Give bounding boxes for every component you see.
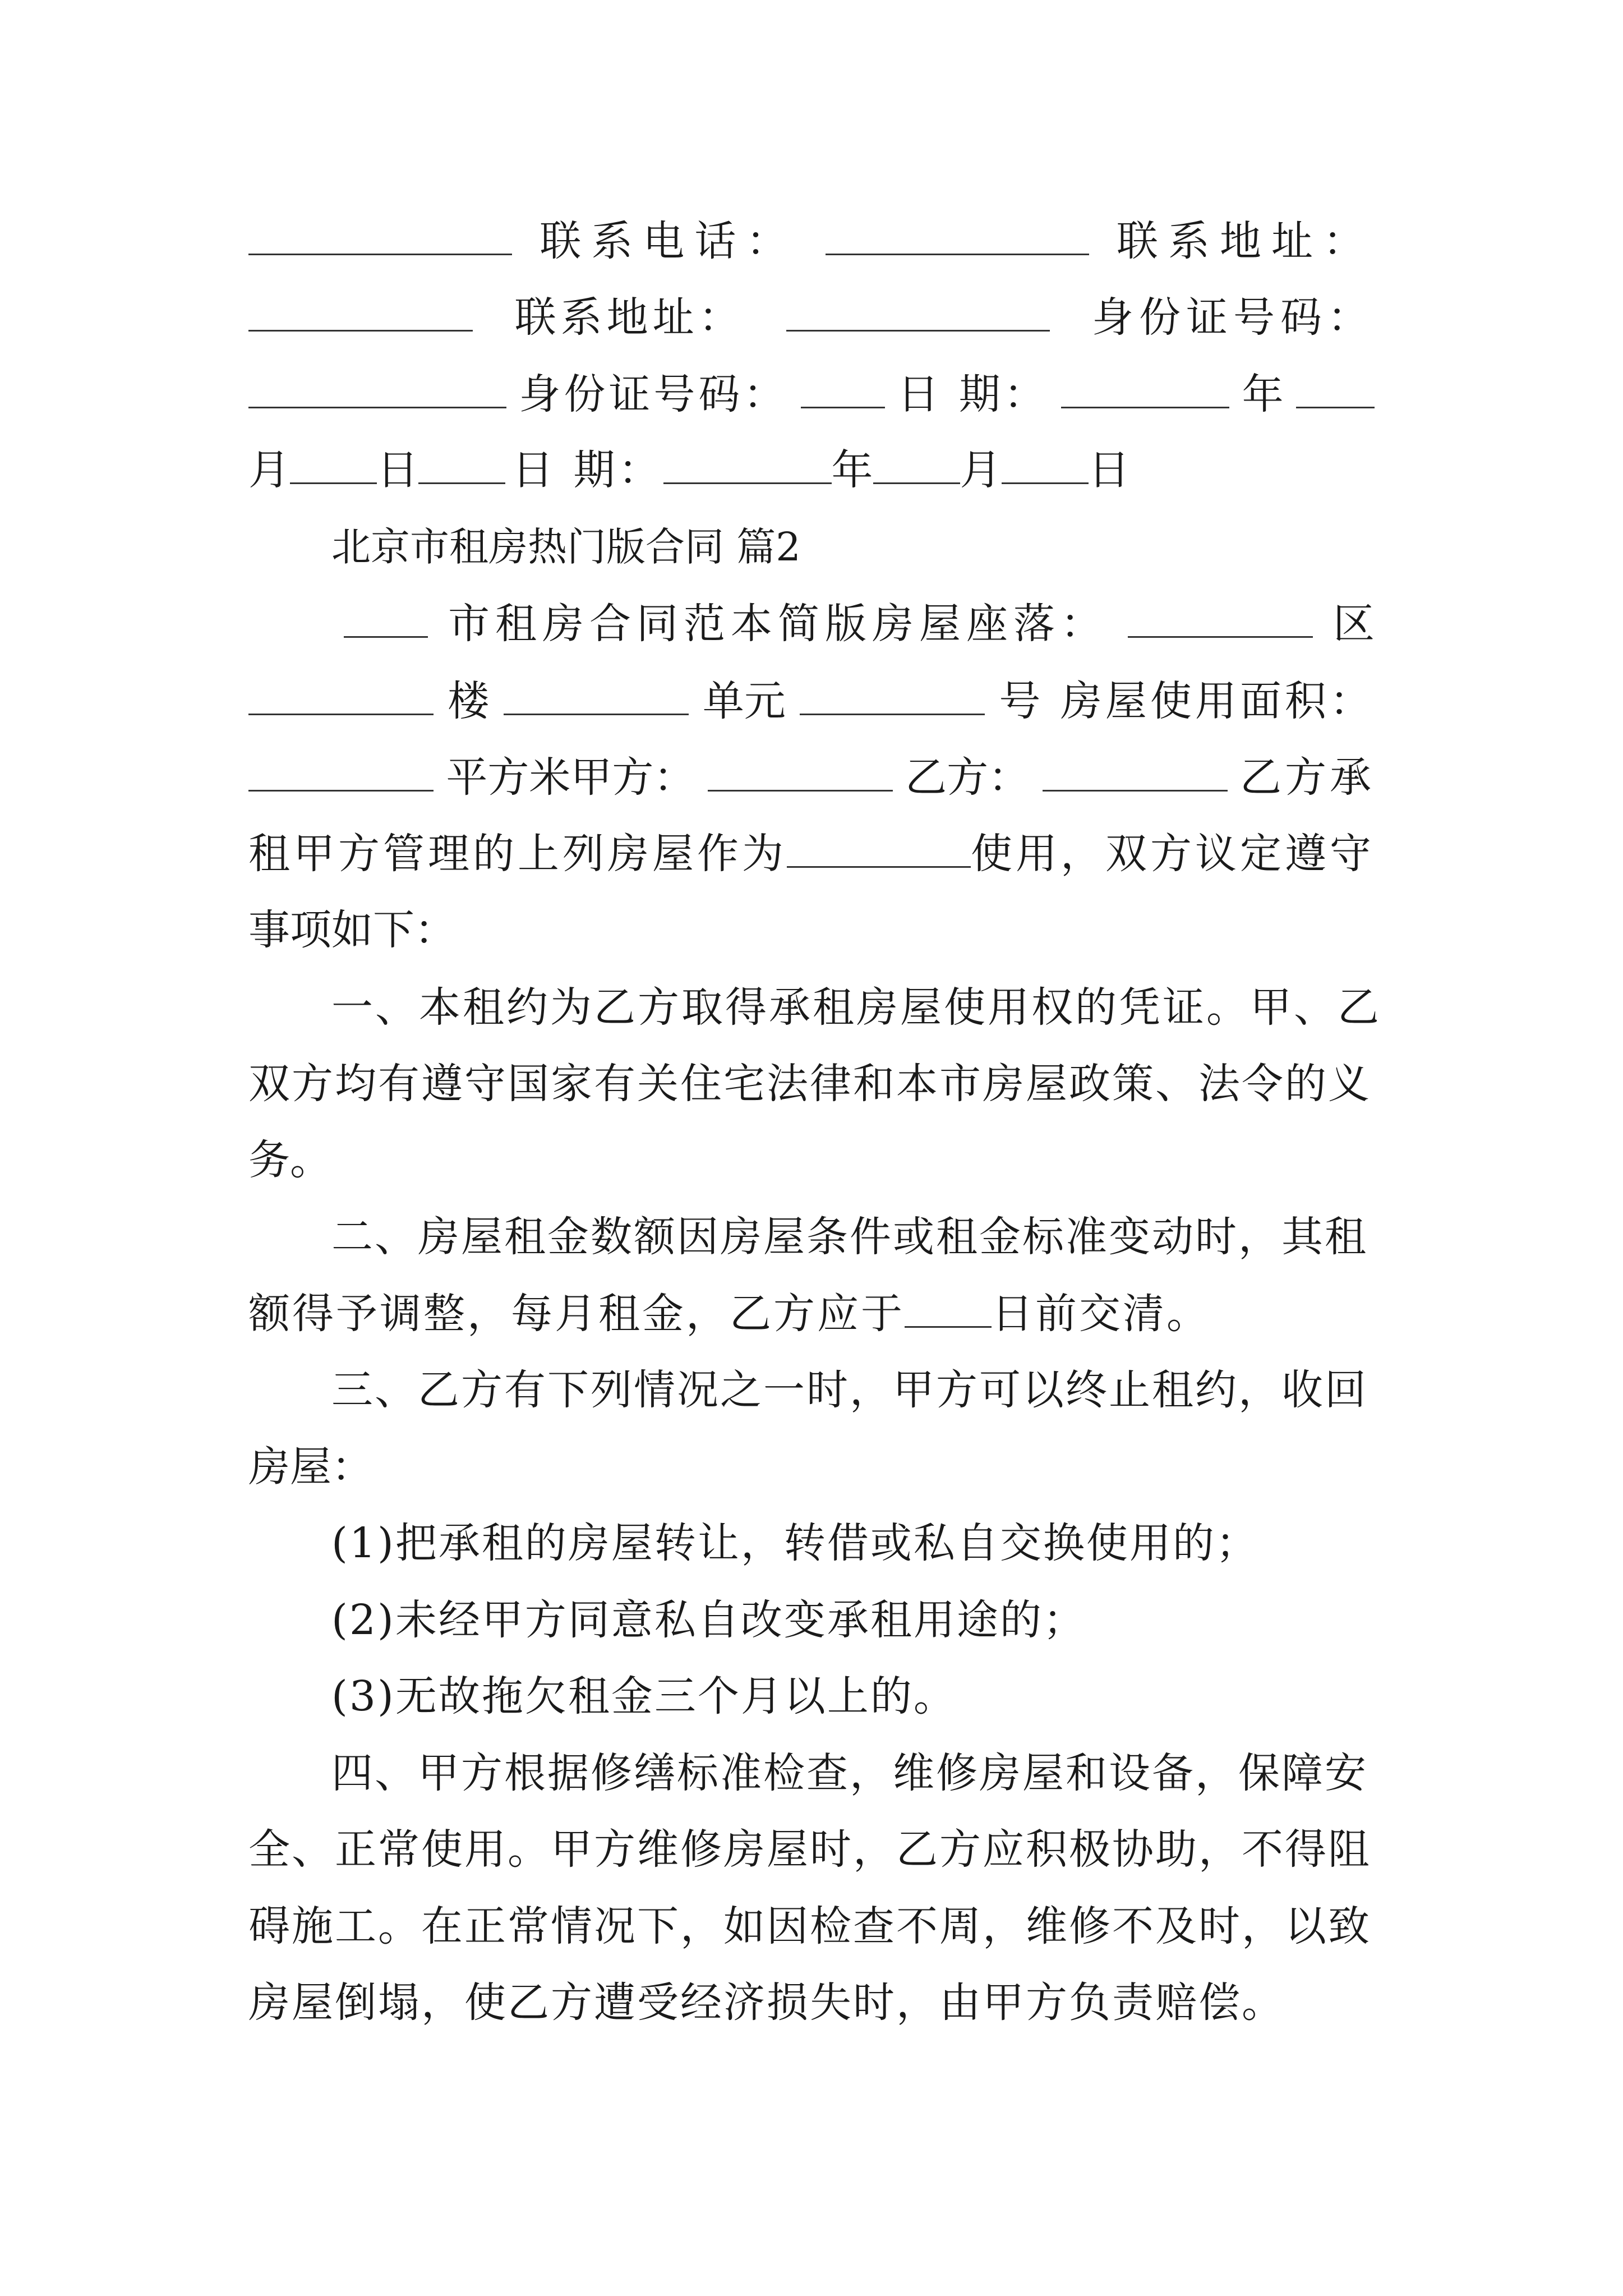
contact-address-label: 联系地址： — [514, 293, 745, 342]
clause-2-line-1: 二、房屋租金数额因房屋条件或租金标准变动时，其租 — [331, 1213, 1368, 1261]
blank-field — [1043, 755, 1228, 792]
area-label: 号 房屋使用面积： — [999, 677, 1375, 725]
id-number-label: 身份证号码： — [1091, 293, 1375, 342]
intro-line-5: 事项如下： — [248, 906, 456, 954]
party-b-label: 乙方： — [905, 753, 1030, 802]
blank-field — [290, 448, 377, 484]
id-number-label: 身份证号码： — [519, 370, 789, 418]
blank-field — [1061, 372, 1229, 408]
building-label: 楼 — [448, 677, 490, 725]
blank-field — [248, 295, 473, 332]
day-label: 日 — [1088, 446, 1130, 494]
intro-text: 使用，双方议定遵守 — [971, 830, 1375, 878]
clause-2-line-2 — [248, 1283, 1375, 1345]
header-row-3 — [248, 364, 1375, 425]
intro-text: 市租房合同范本简版房屋座落： — [448, 600, 1108, 648]
section-title: 北京市租房热门版合同 篇2 — [331, 524, 801, 570]
header-row-4 — [248, 439, 1375, 501]
blank-field — [1296, 372, 1375, 408]
blank-field — [663, 448, 832, 484]
clause-1-line-3: 务。 — [248, 1136, 331, 1184]
intro-text: 租甲方管理的上列房屋作为 — [248, 830, 787, 878]
blank-field — [248, 372, 506, 408]
clause-3-line-1: 三、乙方有下列情况之一时，甲方可以终止租约，收回 — [331, 1366, 1368, 1414]
clause-3-item-1: (1)把承租的房屋转让，转借或私自交换使用的； — [331, 1519, 1259, 1567]
month-label: 月 — [960, 446, 1002, 494]
day-label: 日 — [377, 446, 418, 494]
date-label: 日 期： — [897, 370, 1049, 418]
blank-field — [800, 679, 985, 715]
clause-text: 额得予调整，每月租金，乙方应于 — [248, 1290, 905, 1338]
clause-text: 日前交清。 — [992, 1290, 1210, 1338]
clause-1-line-2: 双方均有遵守国家有关住宅法律和本市房屋政策、法令的义 — [248, 1060, 1371, 1108]
intro-line-1 — [248, 593, 1375, 655]
blank-field — [504, 679, 689, 715]
clause-4-line-1: 四、甲方根据修缮标准检查，维修房屋和设备，保障安 — [331, 1749, 1368, 1797]
blank-field — [801, 372, 885, 408]
district-label: 区 — [1333, 600, 1375, 648]
clause-text: 一、本租约为乙方取得承租房屋使用权的凭证。甲、乙 — [331, 983, 1381, 1032]
month-label: 月 — [248, 446, 290, 494]
unit-label: 单元 — [702, 677, 786, 725]
header-row-2 — [248, 287, 1375, 348]
blank-field — [708, 755, 893, 792]
blank-field — [248, 219, 512, 255]
blank-field — [905, 1291, 992, 1328]
blank-field — [826, 219, 1089, 255]
clause-4-line-4: 房屋倒塌，使乙方遭受经济损失时，由甲方负责赔偿。 — [248, 1978, 1285, 2027]
intro-line-2 — [248, 670, 1375, 732]
blank-field — [1002, 448, 1089, 484]
blank-field — [248, 679, 434, 715]
party-a-label: 平方米甲方： — [446, 753, 695, 802]
clause-1-line-1 — [248, 977, 1381, 1038]
blank-field — [248, 755, 434, 792]
blank-field — [787, 831, 971, 868]
clause-3-item-2: (2)未经甲方同意私自改变承租用途的； — [331, 1596, 1086, 1644]
blank-field — [873, 448, 960, 484]
date-label: 日 期： — [512, 446, 663, 494]
clause-3-line-2: 房屋： — [248, 1443, 373, 1491]
intro-text: 乙方承 — [1239, 753, 1375, 802]
clause-3-item-3: (3)无故拖欠租金三个月以上的。 — [331, 1672, 957, 1720]
clause-4-line-3: 碍施工。在正常情况下，如因检查不周，维修不及时，以致 — [248, 1902, 1371, 1950]
year-label: 年 — [831, 446, 873, 494]
blank-field — [786, 295, 1050, 332]
blank-field — [1128, 601, 1313, 638]
header-row-1 — [248, 210, 1375, 272]
clause-4-line-2: 全、正常使用。甲方维修房屋时，乙方应积极协助，不得阻 — [248, 1825, 1371, 1874]
intro-line-3 — [248, 747, 1375, 808]
contact-phone-label: 联系电话： — [540, 217, 798, 265]
intro-line-4 — [248, 823, 1375, 885]
contact-address-label: 联系地址： — [1116, 217, 1375, 265]
year-label: 年 — [1242, 370, 1284, 418]
blank-field — [344, 601, 428, 638]
blank-field — [418, 448, 505, 484]
